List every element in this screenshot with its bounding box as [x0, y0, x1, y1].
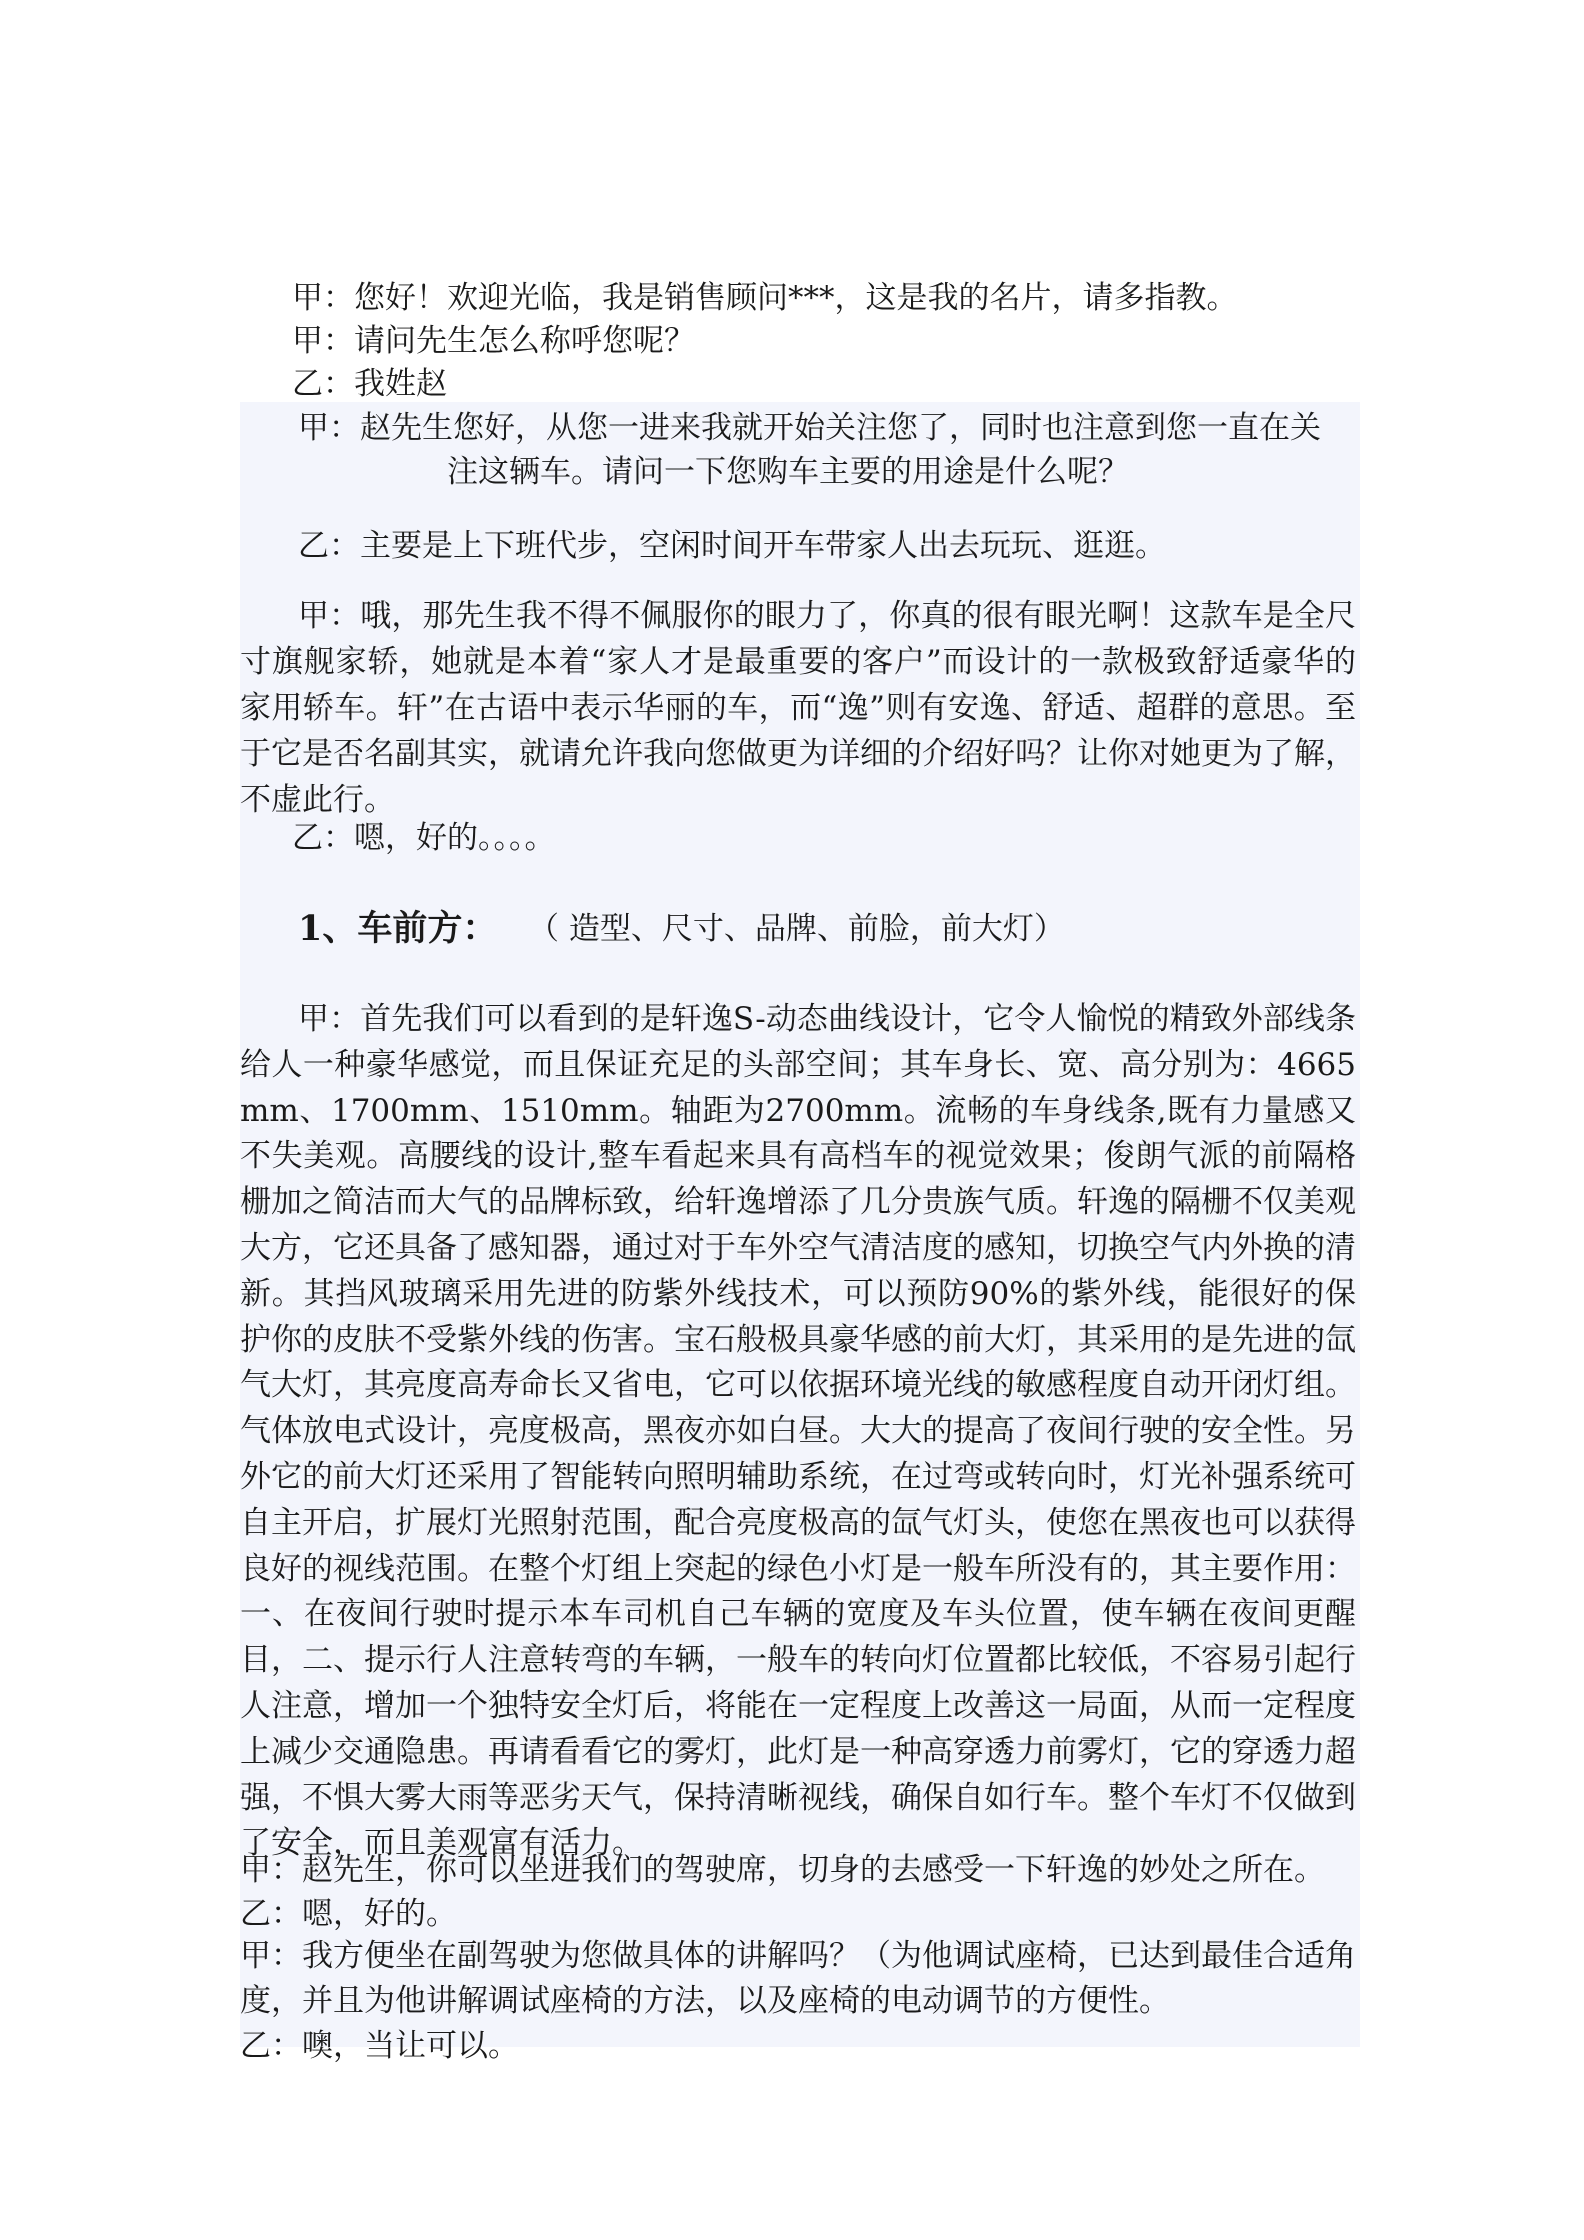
dialogue-paragraph: 甲：我方便坐在副驾驶为您做具体的讲解吗？（为他调试座椅，已达到最佳合适角度，并且为他讲解调试座椅的方法，以及座椅的电动调节的方便性。 — [240, 1938, 1356, 2019]
section-subtitle: （ 造型、尺寸、品牌、前脸，前大灯） — [528, 911, 1065, 947]
dialogue-line: 甲：赵先生，你可以坐进我们的驾驶席，切身的去感受一下轩逸的妙处之所在。 — [240, 1852, 1325, 1888]
dialogue-line: 乙：噢，当让可以。 — [240, 2028, 519, 2064]
section-title: 1、车前方： — [298, 908, 498, 949]
dialogue-paragraph: 甲：哦，那先生我不得不佩服你的眼力了，你真的很有眼光啊！这款车是全尺寸旗舰家轿，她就是本着“家人才是最重要的客户”而设计的一款极致舒适豪华的家用轿车。轩”在古语中表示华丽的车，而“逸”则有安逸、舒适、超群的意思。至于它是否名副其实，就请允许我向您做更为详细的介绍好吗？让你对她更为了解，不虚此行。 — [240, 598, 1356, 818]
dialogue-line: 乙：我姓赵 — [292, 366, 447, 402]
dialogue-line: 注这辆车。请问一下您购车主要的用途是什么呢？ — [447, 454, 1129, 490]
dialogue-line: 甲：赵先生您好，从您一进来我就开始关注您了，同时也注意到您一直在关 — [298, 410, 1321, 446]
section-body: 甲：首先我们可以看到的是轩逸S-动态曲线设计，它令人愉悦的精致外部线条给人一种豪华感觉，而且保证充足的头部空间；其车身长、宽、高分别为：4665mm、1700mm、1510mm。轴距为2700mm。流畅的车身线条,既有力量感又不失美观。高腰线的设计,整车看起来具有高档车的视觉效果；俊朗气派的前隔格栅加之简洁而大气的品牌标致，给轩逸增添了几分贵族气质。轩逸的隔栅不仅美观大方，它还具备了感知器，通过对于车外空气清洁度的感知，切换空气内外换的清新。其挡风玻璃采用先进的防紫外线技术，可以预防90%的紫外线，能很好的保护你的皮肤不受紫外线的伤害。宝石般极具豪华感的前大灯，其采用的是先进的氙气大灯，其亮度高寿命长又省电，它可以依据环境光线的敏感程度自动开闭灯组。气体放电式设计，亮度极高，黑夜亦如白昼。大大的提高了夜间行驶的安全性。另外它的前大灯还采用了智能转向照明辅助系统，在过弯或转向时，灯光补强系统可自主开启，扩展灯光照射范围，配合亮度极高的氙气灯头，使您在黑夜也可以获得良好的视线范围。在整个灯组上突起的绿色小灯是一般车所没有的，其主要作用：一、在夜间行驶时提示本车司机自己车辆的宽度及车头位置，使车辆在夜间更醒目，二、提示行人注意转弯的车辆，一般车的转向灯位置都比较低，不容易引起行人注意，增加一个独特安全灯后，将能在一定程度上改善这一局面，从而一定程度上减少交通隐患。再请看看它的雾灯，此灯是一种高穿透力前雾灯，它的穿透力超强，不惧大雾大雨等恶劣天气，保持清晰视线，确保自如行车。整个车灯不仅做到了安全，而且美观富有活力。 — [240, 1001, 1356, 1862]
dialogue-line: 甲：请问先生怎么称呼您呢？ — [292, 323, 695, 359]
dialogue-line: 乙：主要是上下班代步，空闲时间开车带家人出去玩玩、逛逛。 — [298, 528, 1166, 564]
dialogue-line: 乙：嗯，好的。。。。 — [292, 820, 556, 856]
dialogue-line: 乙：嗯，好的。 — [240, 1896, 457, 1932]
dialogue-line: 甲：您好！欢迎光临，我是销售顾问***，这是我的名片，请多指教。 — [292, 280, 1238, 316]
